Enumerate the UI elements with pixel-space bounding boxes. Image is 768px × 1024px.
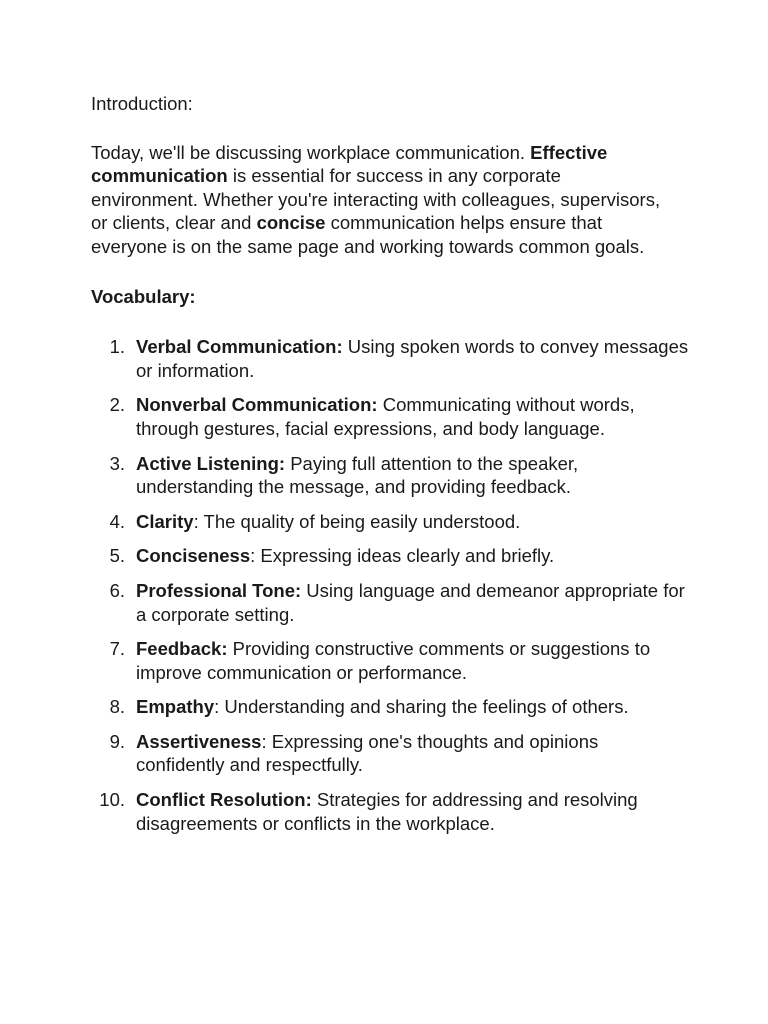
item-number: 10. (99, 789, 125, 811)
vocabulary-heading: Vocabulary: (91, 285, 196, 307)
item-number: 2. (109, 394, 125, 416)
item-term: Assertiveness (136, 730, 262, 752)
vocabulary-item (91, 335, 691, 382)
vocabulary-item (91, 788, 691, 835)
item-term: Conciseness (136, 545, 251, 567)
item-definition: : Expressing one's thoughts and opinions confidently and respectfully. (136, 730, 599, 776)
item-number: 6. (109, 579, 125, 601)
item-definition: : Expressing ideas clearly and briefly. (250, 545, 555, 567)
vocabulary-item (91, 544, 691, 568)
intro-bold-concise: concise (256, 212, 326, 234)
introduction-heading: Introduction: (91, 93, 193, 114)
item-term: Clarity (136, 510, 194, 532)
item-number: 3. (109, 452, 125, 474)
intro-text-part-2: is essential for success in any corporate environment. Whether you're interacting with colleagues, supervisors, or clients, clear and (91, 165, 661, 234)
item-term: Empathy (136, 696, 215, 718)
item-definition: Communicating without words, through gestures, facial expressions, and body language. (136, 394, 635, 439)
item-number: 9. (109, 730, 125, 752)
vocabulary-item (91, 730, 691, 777)
item-definition: Paying full attention to the speaker, understanding the message, and providing feedback. (136, 452, 579, 498)
vocabulary-item (91, 695, 691, 719)
item-definition: Using language and demeanor appropriate for a corporate setting. (136, 579, 685, 625)
item-term: Feedback: (136, 638, 228, 660)
vocabulary-item (91, 393, 691, 440)
intro-text-part-3: communication helps ensure that everyone is on the same page and working towards common goals. (91, 212, 645, 257)
vocabulary-item (91, 637, 691, 684)
item-definition: Strategies for addressing and resolving disagreements or conflicts in the workplace. (136, 789, 638, 834)
item-definition: Using spoken words to convey messages or information. (136, 336, 689, 381)
item-definition: Providing constructive comments or suggestions to improve communication or performance. (136, 638, 651, 683)
item-term: Verbal Communication: (136, 336, 343, 358)
introduction-paragraph (91, 141, 671, 259)
vocabulary-item (91, 579, 691, 626)
item-number: 8. (109, 696, 125, 718)
item-number: 7. (109, 638, 125, 660)
vocabulary-list (91, 335, 691, 835)
vocabulary-item (91, 510, 691, 534)
item-number: 4. (109, 510, 125, 532)
intro-text-part-1: Today, we'll be discussing workplace communication. (91, 141, 531, 163)
item-term: Active Listening: (136, 452, 286, 474)
item-term: Conflict Resolution: (136, 789, 312, 811)
document-body (91, 92, 691, 846)
item-number: 5. (109, 545, 125, 567)
item-term: Professional Tone: (136, 579, 302, 601)
item-definition: : Understanding and sharing the feelings of others. (214, 696, 629, 718)
item-number: 1. (109, 336, 125, 358)
vocabulary-item (91, 452, 691, 499)
intro-bold-effective-communication: Effective communication (91, 141, 608, 187)
item-definition: : The quality of being easily understood. (193, 510, 521, 532)
item-term: Nonverbal Communication: (136, 394, 378, 416)
